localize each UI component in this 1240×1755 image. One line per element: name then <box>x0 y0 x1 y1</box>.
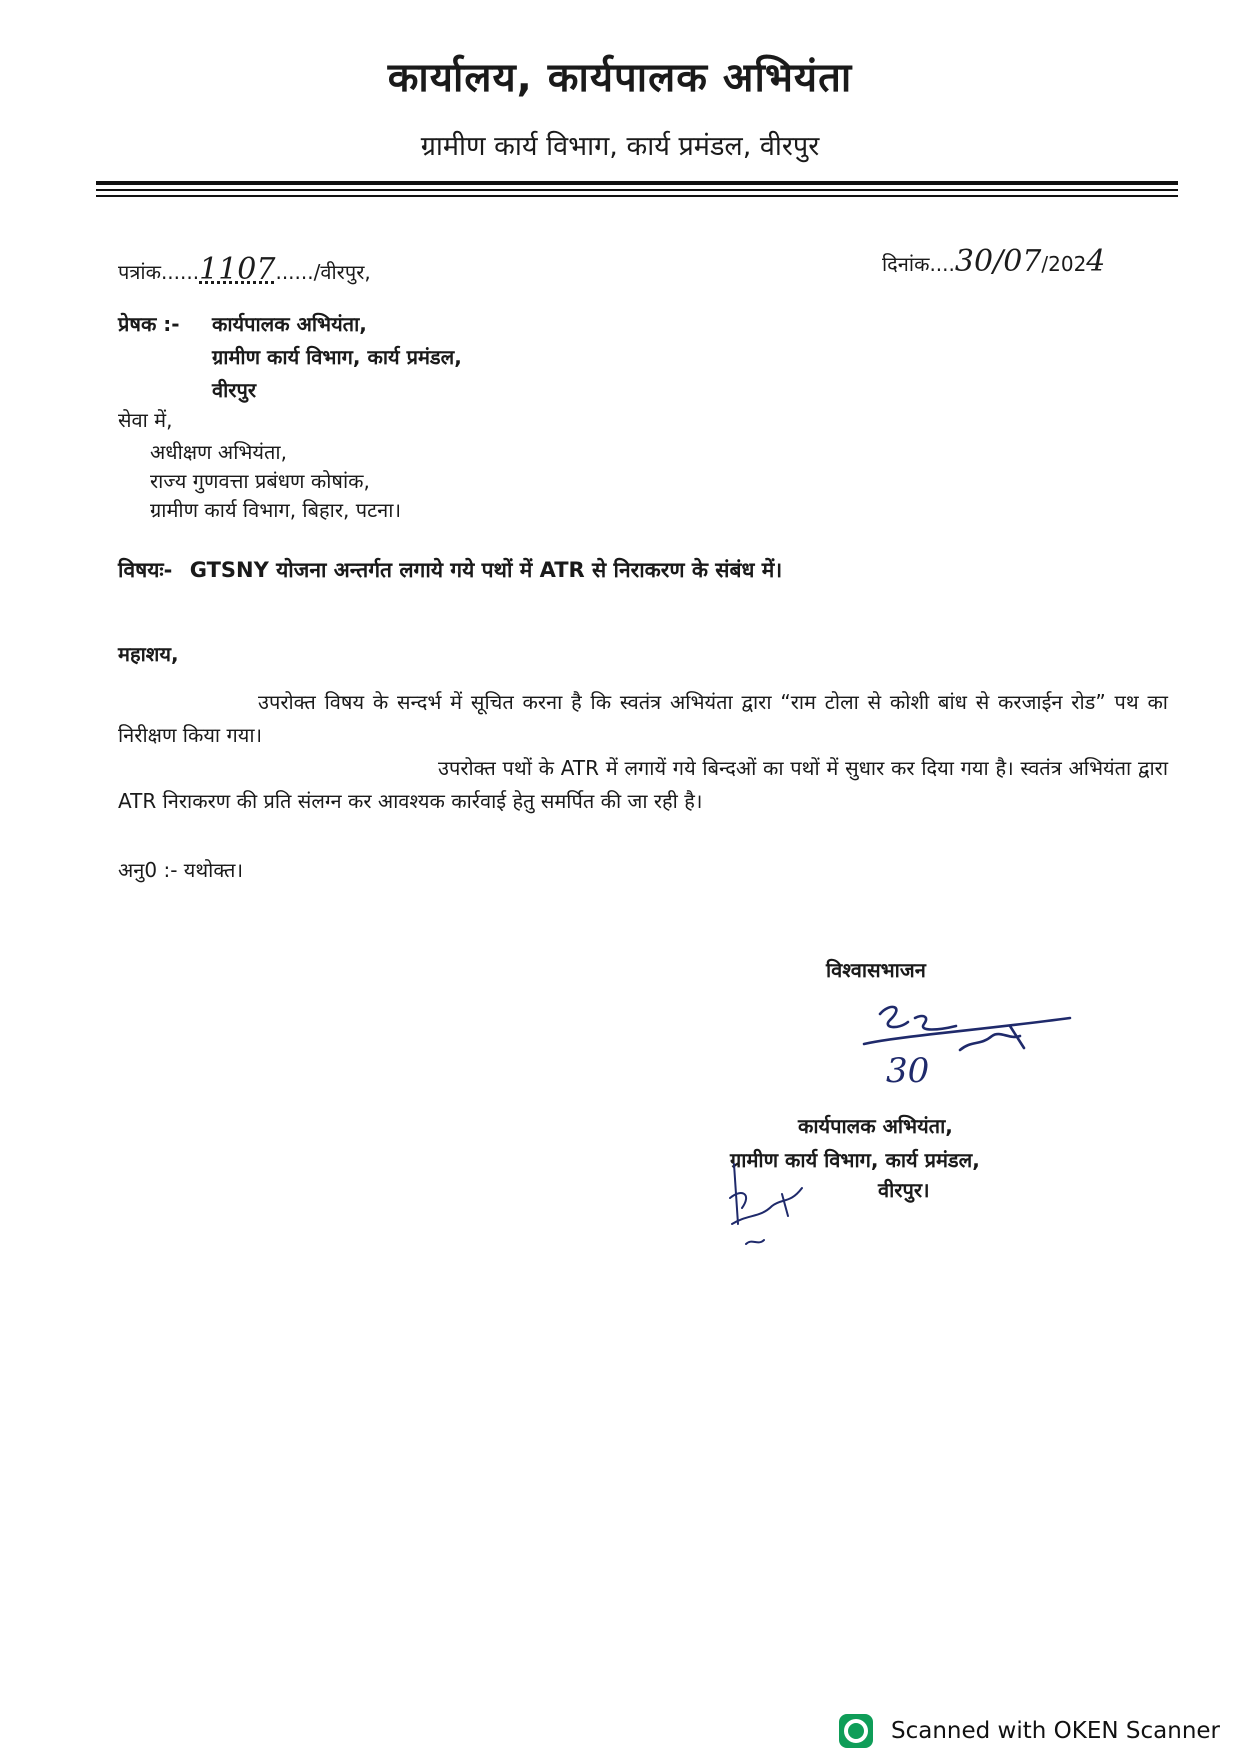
sender-line: ग्रामीण कार्य विभाग, कार्य प्रमंडल, <box>212 345 462 369</box>
signatory-office: ग्रामीण कार्य विभाग, कार्य प्रमंडल, <box>730 1148 980 1172</box>
header-divider <box>96 195 1178 197</box>
subject-label: विषयः- <box>118 558 173 582</box>
scanner-text: Scanned with OKEN Scanner <box>891 1718 1220 1744</box>
scanner-logo-icon <box>839 1714 873 1748</box>
body-paragraph: उपरोक्त पथों के ATR में लगायें गये बिन्दओं का पथों में सुधार कर दिया गया है। स्वतंत्र अभियंता द्वारा ATR निराकरण की प्रति संलग्न कर आवश्यक कार्रवाई हेतु समर्पित की जा रही है। <box>118 756 1168 813</box>
date-year: /202 <box>1041 252 1087 276</box>
office-subtitle: ग्रामीण कार्य विभाग, कार्य प्रमंडल, वीरपुर <box>420 131 820 162</box>
recipient-line: राज्य गुणवत्ता प्रबंधण कोषांक, <box>150 469 370 493</box>
date-line: दिनांक....30/07/2024 <box>882 244 1106 279</box>
closing-yours: विश्वासभाजन <box>826 958 926 982</box>
signatory-location: वीरपुर। <box>878 1178 930 1202</box>
reference-label: पत्रांक <box>118 260 161 284</box>
signatory-designation: कार्यपालक अभियंता, <box>798 1114 953 1138</box>
recipient-line: अधीक्षण अभियंता, <box>150 440 287 464</box>
reference-line: पत्रांक......1107....../वीरपुर, <box>118 252 371 287</box>
header-divider <box>96 181 1178 185</box>
reference-number: 1107 <box>199 252 276 287</box>
signature <box>860 996 1080 1096</box>
subject-text: GTSNY योजना अन्तर्गत लगाये गये पथों में ATR से निराकरण के संबंध में। <box>189 558 783 582</box>
signature-date: 30 <box>886 1051 930 1091</box>
subject-line <box>118 556 782 584</box>
scanner-watermark <box>839 1714 1220 1748</box>
body-paragraph: उपरोक्त विषय के सन्दर्भ में सूचित करना है कि स्वतंत्र अभियंता द्वारा “राम टोला से कोशी बांध से करजाईन रोड” पथ का निरीक्षण किया गया। <box>118 690 1168 747</box>
recipient-label: सेवा में, <box>118 408 173 432</box>
sender-label: प्रेषक :- <box>118 312 180 336</box>
date-month: 07 <box>1003 244 1042 279</box>
header-divider <box>96 189 1178 191</box>
date-day: 30 <box>954 244 994 279</box>
date-year-digit: 4 <box>1086 244 1106 279</box>
salutation: महाशय, <box>118 642 179 666</box>
recipient-line: ग्रामीण कार्य विभाग, बिहार, पटना। <box>150 498 402 522</box>
office-title: कार्यालय, कार्यपालक अभियंता <box>387 55 853 101</box>
initials-mark <box>712 1158 832 1268</box>
date-label: दिनांक <box>882 252 930 276</box>
sender-line: वीरपुर <box>212 378 257 402</box>
enclosure-note: अनु0 :- यथोक्त। <box>118 858 244 882</box>
sender-line: कार्यपालक अभियंता, <box>212 312 367 336</box>
